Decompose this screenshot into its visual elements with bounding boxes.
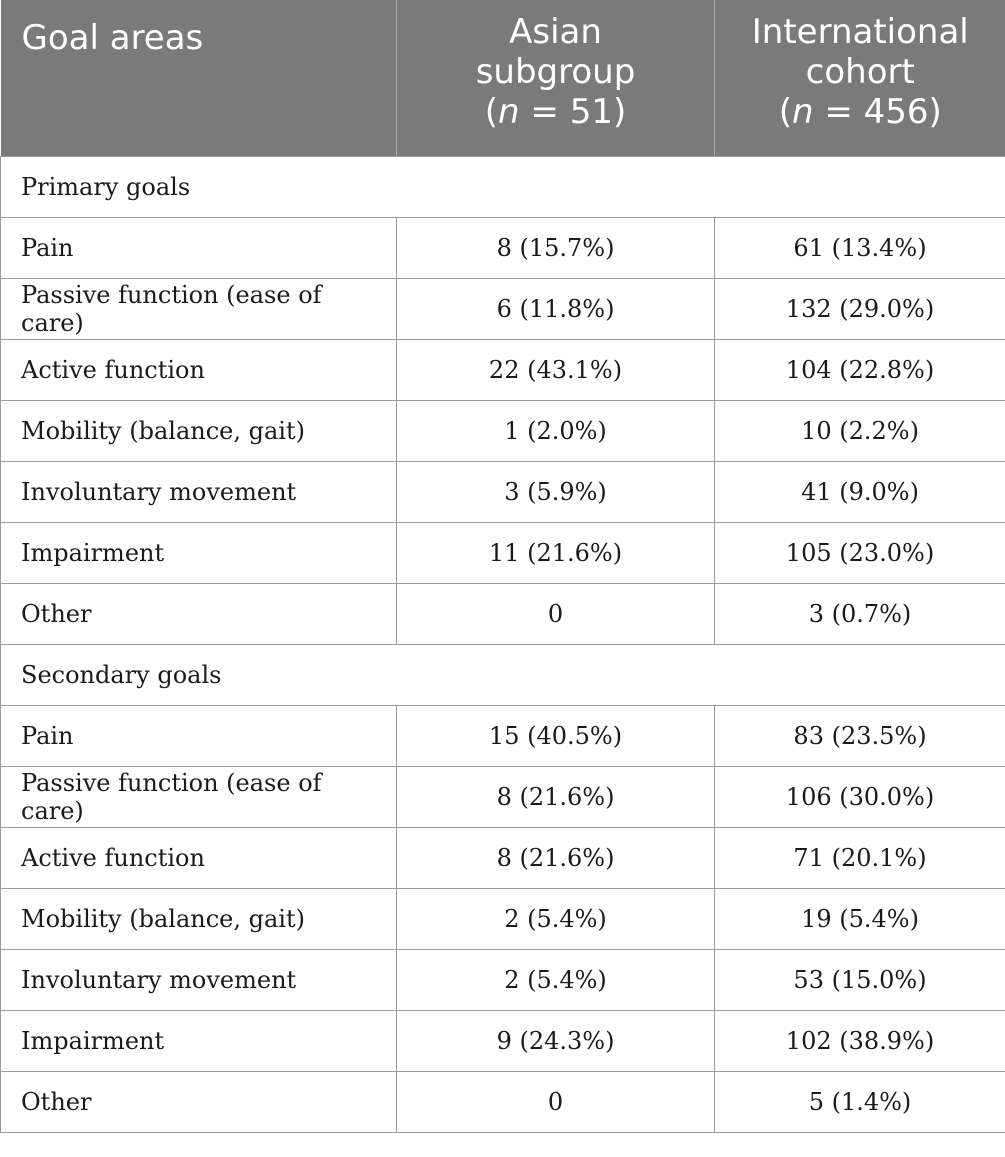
goal-area-cell: Mobility (balance, gait) — [1, 400, 397, 461]
international-value-cell: 104 (22.8%) — [715, 339, 1005, 400]
table-row — [1, 949, 1005, 1010]
table-row — [1, 705, 1005, 766]
asian-value-cell: 0 — [397, 583, 715, 644]
header-asian-line2: subgroup — [475, 52, 636, 92]
goal-area-cell: Pain — [1, 705, 397, 766]
goal-area-cell: Passive function (ease of care) — [1, 766, 397, 827]
international-value-cell: 3 (0.7%) — [715, 583, 1005, 644]
international-value-cell: 71 (20.1%) — [715, 827, 1005, 888]
section-title: Primary goals — [1, 156, 1005, 217]
header-international-n-value: = 456) — [813, 92, 942, 132]
international-value-cell: 106 (30.0%) — [715, 766, 1005, 827]
goal-area-cell: Passive function (ease of care) — [1, 278, 397, 339]
table-row — [1, 827, 1005, 888]
international-value-cell: 53 (15.0%) — [715, 949, 1005, 1010]
asian-value-cell: 8 (15.7%) — [397, 217, 715, 278]
international-value-cell: 83 (23.5%) — [715, 705, 1005, 766]
header-goal-areas-label: Goal areas — [21, 18, 204, 58]
goal-area-cell: Active function — [1, 339, 397, 400]
goal-area-cell: Impairment — [1, 1010, 397, 1071]
header-international-n-var: n — [791, 92, 814, 132]
international-value-cell: 102 (38.9%) — [715, 1010, 1005, 1071]
asian-value-cell: 8 (21.6%) — [397, 766, 715, 827]
table-row — [1, 217, 1005, 278]
header-row — [1, 0, 1005, 156]
asian-value-cell: 6 (11.8%) — [397, 278, 715, 339]
goal-area-cell: Pain — [1, 217, 397, 278]
goal-area-cell: Involuntary movement — [1, 949, 397, 1010]
header-international-line2: cohort — [805, 52, 915, 92]
table-header — [1, 0, 1005, 156]
table-row — [1, 1071, 1005, 1132]
asian-value-cell: 0 — [397, 1071, 715, 1132]
asian-value-cell: 3 (5.9%) — [397, 461, 715, 522]
header-international-line1: International — [751, 12, 969, 52]
asian-value-cell: 8 (21.6%) — [397, 827, 715, 888]
asian-value-cell: 1 (2.0%) — [397, 400, 715, 461]
goal-area-cell: Active function — [1, 827, 397, 888]
asian-value-cell: 2 (5.4%) — [397, 949, 715, 1010]
international-value-cell: 10 (2.2%) — [715, 400, 1005, 461]
goal-area-cell: Impairment — [1, 522, 397, 583]
international-value-cell: 132 (29.0%) — [715, 278, 1005, 339]
international-value-cell: 105 (23.0%) — [715, 522, 1005, 583]
table-row — [1, 278, 1005, 339]
goal-area-cell: Other — [1, 1071, 397, 1132]
table-row — [1, 522, 1005, 583]
table-row — [1, 339, 1005, 400]
international-value-cell: 41 (9.0%) — [715, 461, 1005, 522]
header-asian-subgroup — [397, 0, 715, 156]
asian-value-cell: 15 (40.5%) — [397, 705, 715, 766]
header-asian-line1: Asian — [509, 12, 602, 52]
header-international-cohort — [715, 0, 1005, 156]
header-asian-n-value: = 51) — [519, 92, 627, 132]
header-asian-n-var: n — [498, 92, 520, 132]
table-row — [1, 1010, 1005, 1071]
goal-area-cell: Mobility (balance, gait) — [1, 888, 397, 949]
section-row-primary-goals — [1, 156, 1005, 217]
table-row — [1, 400, 1005, 461]
table-row — [1, 583, 1005, 644]
header-asian-n-open: ( — [484, 92, 499, 132]
international-value-cell: 19 (5.4%) — [715, 888, 1005, 949]
asian-value-cell: 22 (43.1%) — [397, 339, 715, 400]
table-body — [1, 156, 1005, 1132]
asian-value-cell: 2 (5.4%) — [397, 888, 715, 949]
header-goal-areas — [1, 0, 397, 156]
section-row-secondary-goals — [1, 644, 1005, 705]
table-row — [1, 888, 1005, 949]
asian-value-cell: 11 (21.6%) — [397, 522, 715, 583]
table-row — [1, 461, 1005, 522]
international-value-cell: 61 (13.4%) — [715, 217, 1005, 278]
section-title: Secondary goals — [1, 644, 1005, 705]
international-value-cell: 5 (1.4%) — [715, 1071, 1005, 1132]
table-row — [1, 766, 1005, 827]
goal-area-cell: Involuntary movement — [1, 461, 397, 522]
goal-area-cell: Other — [1, 583, 397, 644]
header-international-n-open: ( — [778, 92, 792, 132]
asian-value-cell: 9 (24.3%) — [397, 1010, 715, 1071]
